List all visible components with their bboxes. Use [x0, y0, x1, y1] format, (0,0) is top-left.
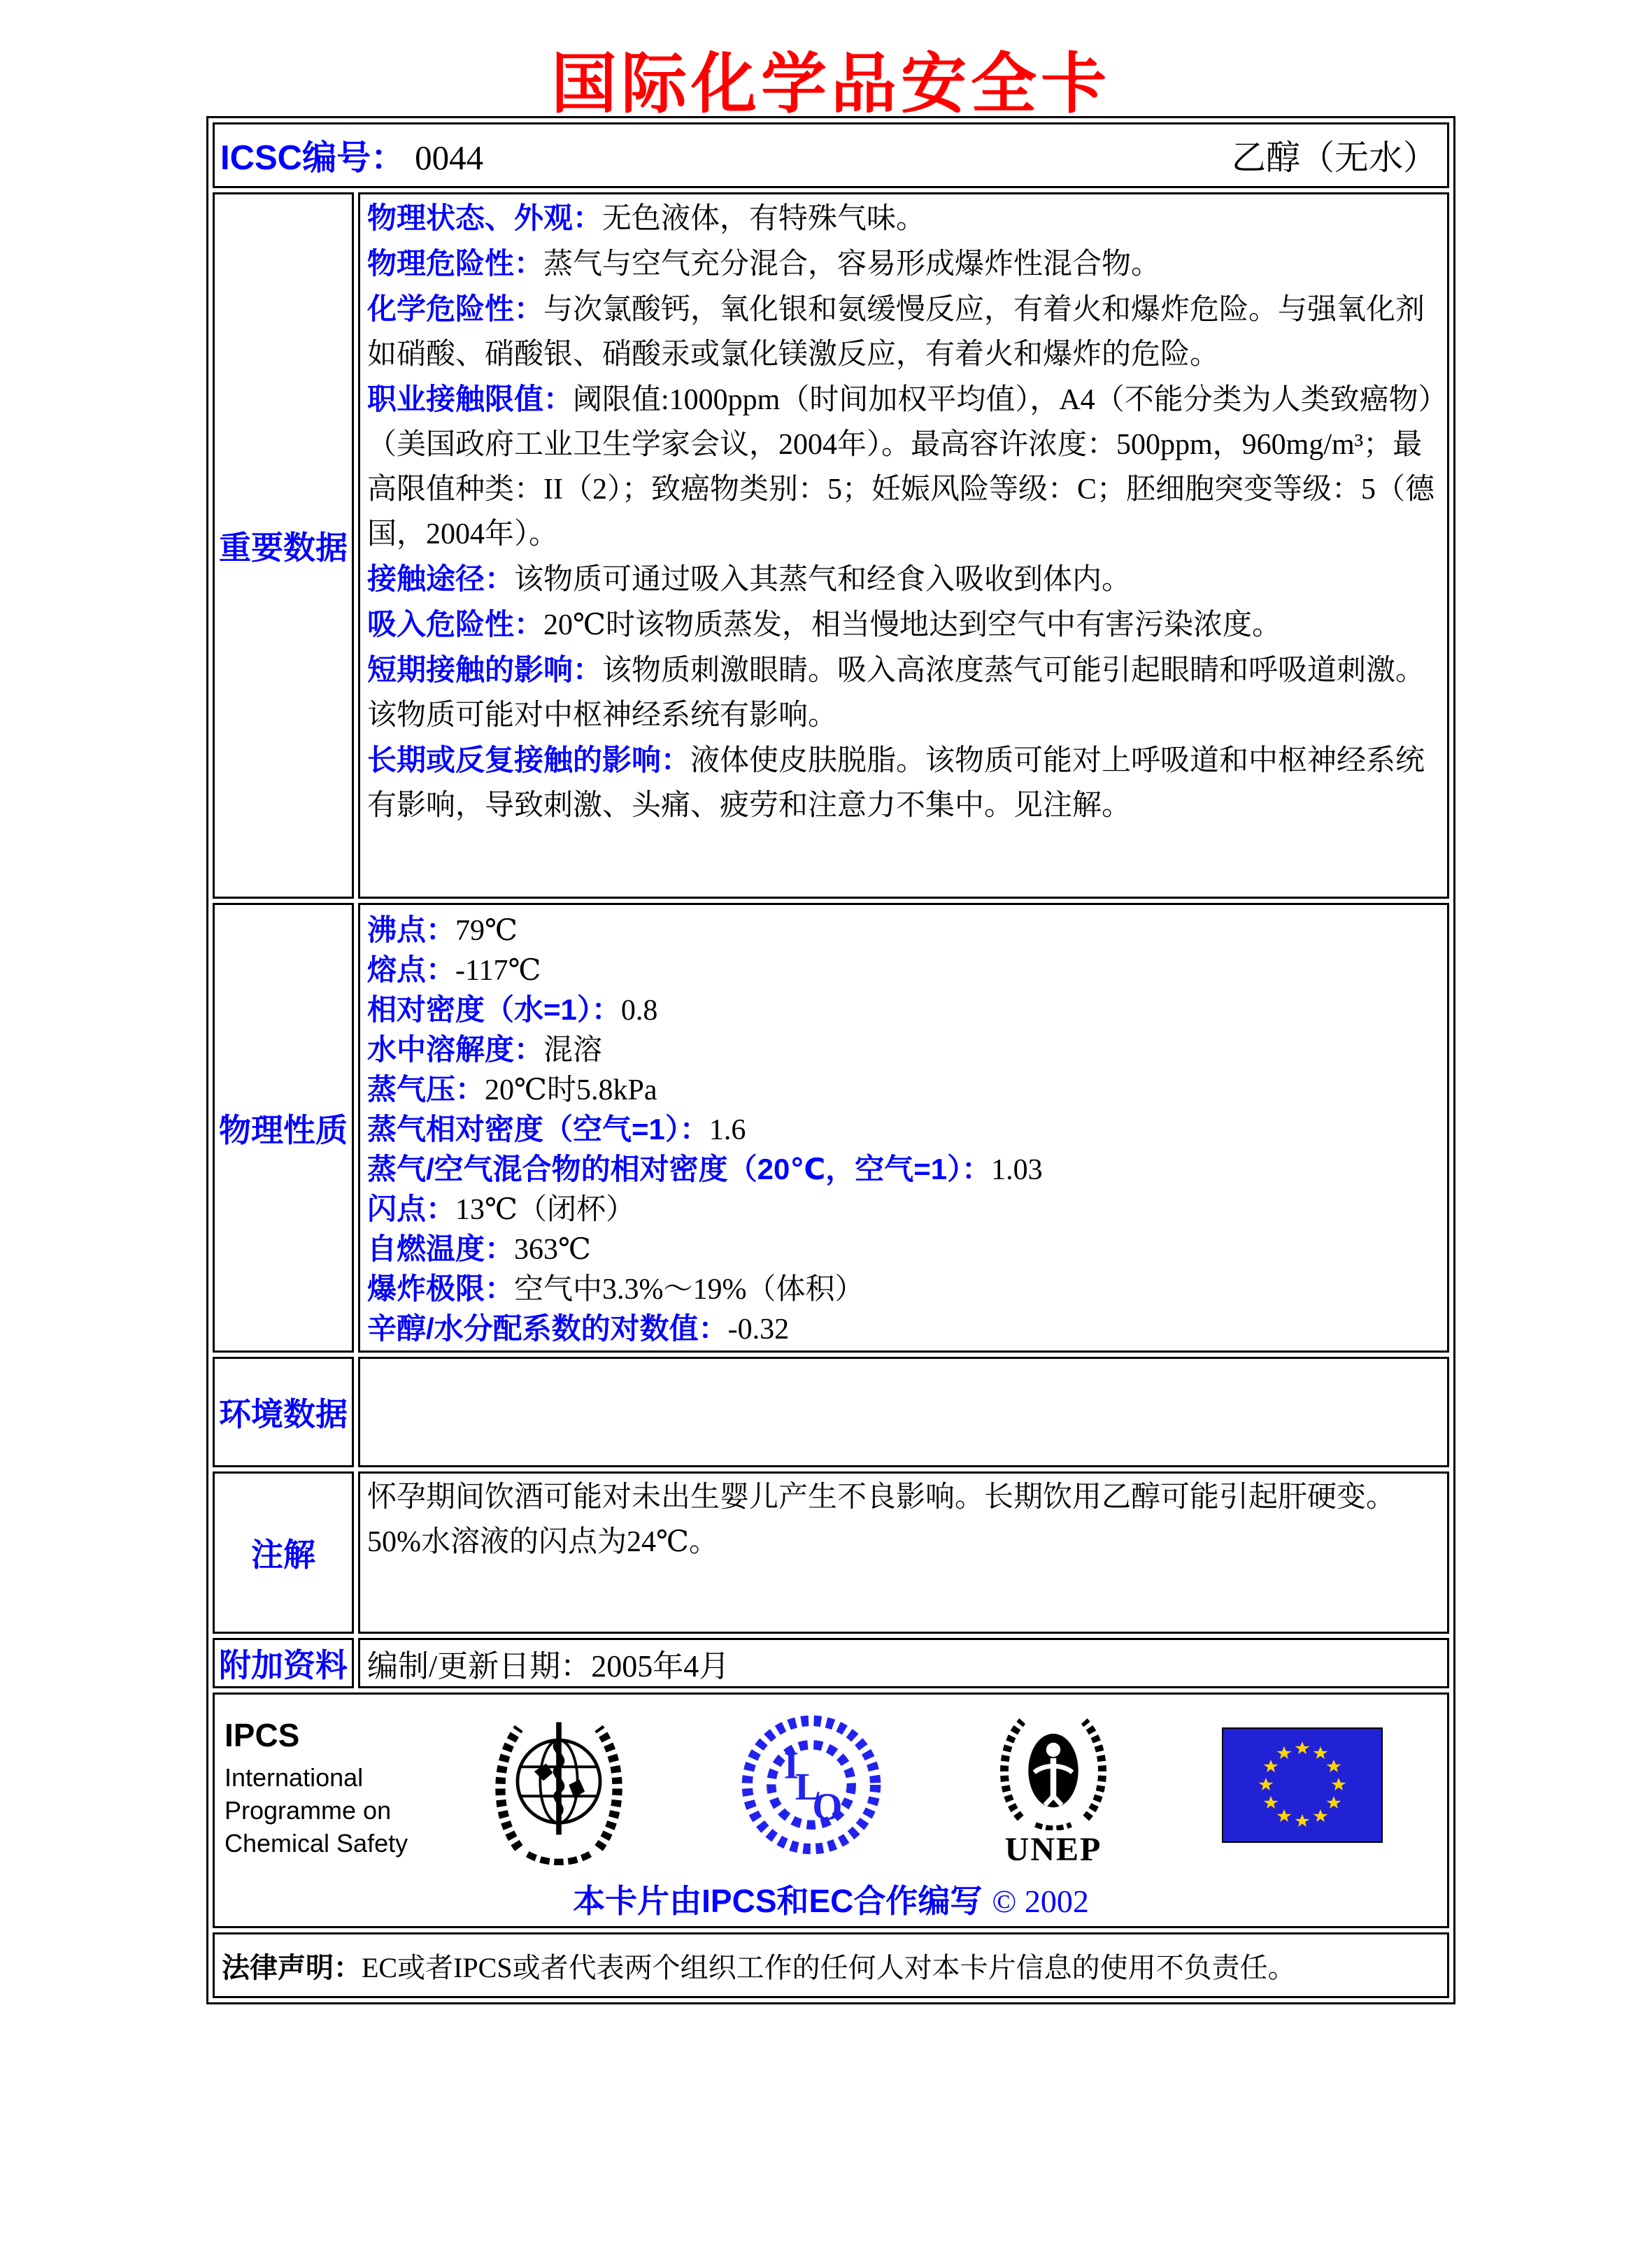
legal-notice-label: 法律声明： [222, 1952, 362, 1983]
table-row-additional-info [213, 1638, 1449, 1688]
table-row-notes [213, 1471, 1449, 1634]
item-text: -0.32 [727, 1313, 790, 1346]
header-cell [213, 122, 1449, 188]
important-item [367, 602, 1439, 648]
important-data-content [358, 192, 1449, 899]
legal-cell [213, 1932, 1449, 1998]
item-label: 化学危险性： [367, 292, 544, 325]
unep-wordmark: UNEP [1004, 1830, 1102, 1868]
physical-item [367, 1269, 1439, 1309]
item-text: -117℃ [455, 955, 541, 987]
ilo-letter: L [795, 1765, 821, 1808]
item-text: 79℃ [455, 915, 518, 947]
notes-content: 怀孕期间饮酒可能对未出生婴儿产生不良影响。长期饮用乙醇可能引起肝硬变。 50%水溶液的闪点为24℃。 [358, 1471, 1449, 1634]
physical-item [367, 990, 1439, 1030]
logos-cell [213, 1692, 1449, 1928]
row-label-environmental-data: 环境数据 [213, 1357, 354, 1467]
table-row-legal [213, 1932, 1449, 1998]
physical-item [367, 1309, 1439, 1349]
item-text: 该物质刺激眼睛。吸入高浓度蒸气可能引起眼睛和呼吸道刺激。该物质可能对中枢神经系统有影响。 [367, 655, 1425, 732]
item-text: 363℃ [514, 1234, 591, 1266]
item-label: 蒸气相对密度（空气=1）： [367, 1113, 709, 1146]
environmental-data-content [358, 1357, 1449, 1467]
item-label: 短期接触的影响： [367, 653, 603, 686]
item-label: 蒸气压： [367, 1073, 485, 1106]
physical-item [367, 1150, 1439, 1190]
item-text: 1.6 [708, 1114, 746, 1146]
physical-properties-content [358, 903, 1449, 1353]
item-label: 闪点： [367, 1192, 456, 1225]
icsc-number-value: 0044 [415, 138, 484, 177]
row-label-physical-properties: 物理性质 [213, 903, 354, 1353]
additional-info-content [358, 1638, 1449, 1688]
item-text: 空气中3.3%～19%（体积） [514, 1274, 864, 1306]
icsc-table [206, 116, 1455, 2004]
item-label: 熔点： [367, 953, 456, 986]
icsc-number-group [220, 131, 483, 180]
item-label: 相对密度（水=1）： [367, 993, 621, 1026]
card-credit-line [225, 1876, 1437, 1922]
item-text: 20℃时5.8kPa [485, 1074, 657, 1106]
table-row-header [213, 122, 1449, 188]
item-text: 混溶 [543, 1034, 603, 1067]
item-text: 蒸气与空气充分混合，容易形成爆炸性混合物。 [543, 248, 1161, 280]
physical-item [367, 911, 1439, 950]
who-logo-icon [489, 1704, 629, 1869]
row-label-important-data: 重要数据 [213, 192, 354, 899]
unep-logo-icon [994, 1708, 1113, 1866]
physical-item [367, 1110, 1439, 1150]
ilo-letter: I [783, 1744, 799, 1787]
physical-item [367, 1030, 1439, 1070]
row-label-additional-info: 附加资料 [213, 1638, 354, 1688]
ilo-letter: O [812, 1785, 843, 1828]
item-text: 无色液体，有特殊气味。 [602, 203, 926, 235]
ilo-logo-icon [738, 1711, 885, 1862]
icsc-number-label: ICSC编号： [220, 139, 406, 177]
physical-item [367, 1070, 1439, 1110]
copyright-text: © 2002 [992, 1883, 1089, 1919]
ipcs-name-line: Programme on [225, 1796, 392, 1825]
item-label: 物理危险性： [367, 247, 544, 280]
table-row-physical-properties [213, 903, 1449, 1353]
item-text: 1.03 [991, 1154, 1043, 1186]
physical-item [367, 950, 1439, 990]
item-label: 接触途径： [367, 562, 515, 595]
important-item [367, 648, 1439, 738]
item-label: 蒸气/空气混合物的相对密度（20℃，空气=1）： [367, 1153, 992, 1185]
table-row-logos [213, 1692, 1449, 1928]
credit-text: 本卡片由IPCS和EC合作编写 [573, 1883, 983, 1919]
item-label: 水中溶解度： [367, 1033, 544, 1066]
item-text: 0.8 [620, 995, 658, 1027]
ipcs-text-block [225, 1713, 434, 1860]
physical-item [367, 1190, 1439, 1230]
important-item [367, 196, 1439, 241]
item-label: 辛醇/水分配系数的对数值： [367, 1312, 728, 1345]
ipcs-acronym: IPCS [225, 1717, 300, 1753]
item-text: 与次氯酸钙，氧化银和氨缓慢反应，有着火和爆炸危险。与强氧化剂如硝酸、硝酸银、硝酸汞或氯化镁激反应，有着火和爆炸的危险。 [367, 294, 1425, 371]
page-title: 国际化学品安全卡 [550, 47, 1111, 120]
item-label: 爆炸极限： [367, 1272, 515, 1305]
physical-item [367, 1230, 1439, 1269]
important-item [367, 557, 1439, 602]
important-item [367, 738, 1439, 828]
important-item [367, 287, 1439, 377]
legal-notice-text: EC或者IPCS或者代表两个组织工作的任何人对本卡片信息的使用不负责任。 [362, 1951, 1296, 1983]
important-item [367, 241, 1439, 287]
chemical-name: 乙醇（无水） [1231, 138, 1437, 177]
ipcs-name-line: Chemical Safety [225, 1829, 408, 1858]
item-label: 沸点： [367, 913, 456, 946]
eu-flag-icon [1222, 1727, 1383, 1846]
prepared-date: 编制/更新日期：2005年4月 [367, 1649, 730, 1683]
important-item [367, 377, 1439, 557]
ipcs-name-line: International [225, 1763, 364, 1792]
table-row-environmental-data [213, 1357, 1449, 1467]
item-label: 自燃温度： [367, 1232, 515, 1265]
item-text: 该物质可通过吸入其蒸气和经食入吸收到体内。 [514, 564, 1132, 596]
item-text: 阈限值:1000ppm（时间加权平均值），A4（不能分类为人类致癌物）（美国政府工业卫生学家会议，2004年）。最高容许浓度：500ppm，960mg/m³；最高限值种类：II（2）；致癌物类别：5；妊娠风险等级：C；胚细胞突变等级：5（德国，2004年）。 [367, 384, 1434, 550]
item-label: 物理状态、外观： [367, 201, 603, 234]
item-text: 20℃时该物质蒸发，相当慢地达到空气中有害污染浓度。 [543, 609, 1282, 641]
document [206, 0, 1455, 2004]
item-label: 吸入危险性： [367, 608, 544, 641]
organization-logos [434, 1704, 1437, 1869]
table-row-important-data [213, 192, 1449, 899]
item-text: 13℃（闭杯） [455, 1194, 635, 1226]
item-label: 长期或反复接触的影响： [367, 743, 691, 776]
item-text: 液体使皮肤脱脂。该物质可能对上呼吸道和中枢神经系统有影响，导致刺激、头痛、疲劳和注意力不集中。见注解。 [367, 745, 1425, 822]
item-label: 职业接触限值： [367, 383, 574, 415]
row-label-notes: 注解 [213, 1471, 354, 1634]
